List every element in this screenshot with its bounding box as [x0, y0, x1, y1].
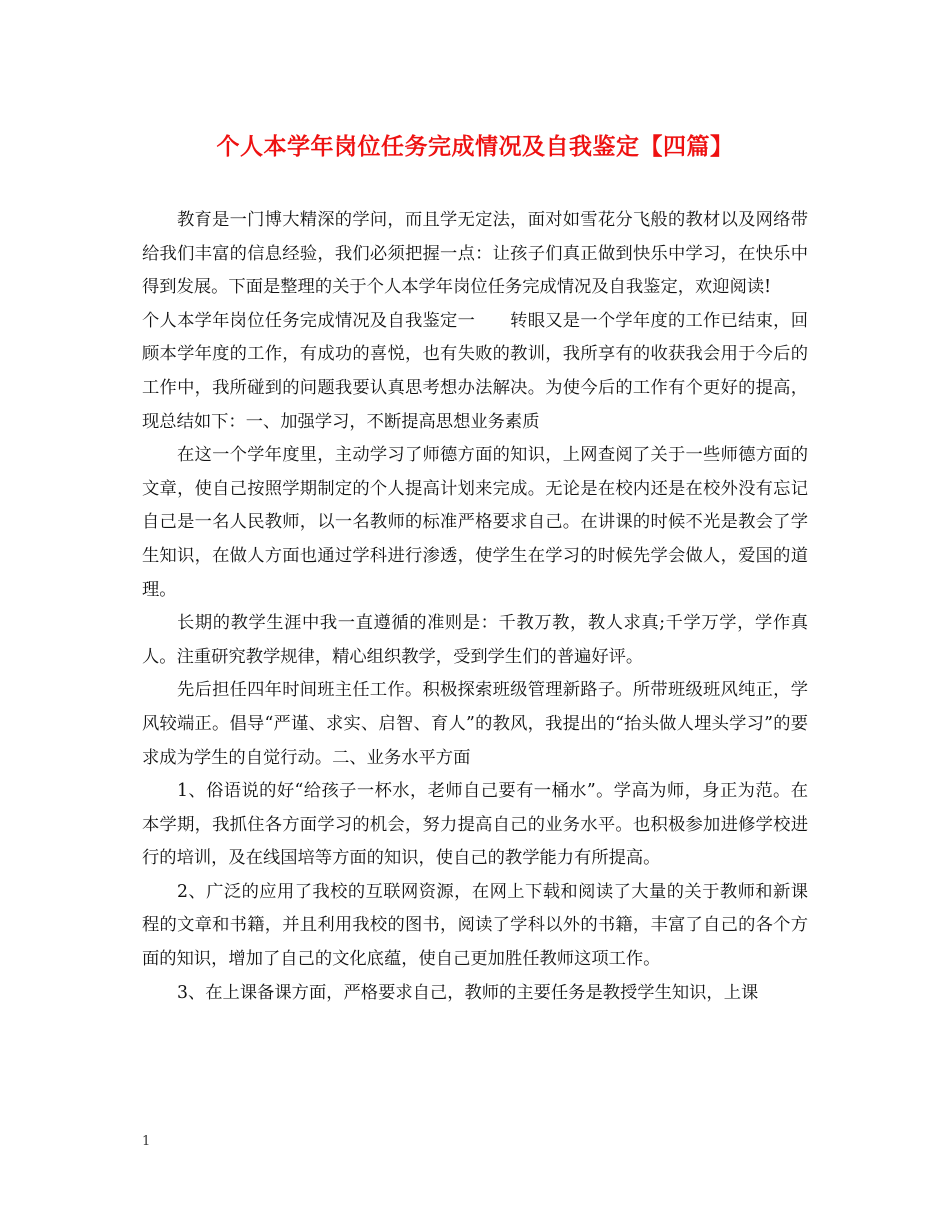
paragraph-intro: 教育是一门博大精深的学问，而且学无定法，面对如雪花分飞般的教材以及网络带给我们丰富的信息经验，我们必须把握一点：让孩子们真正做到快乐中学习，在快乐中得到发展。下面是整理的关于个人本学年岗位任务完成情况及自我鉴定，欢迎阅读! [142, 210, 808, 298]
paragraph-item-3: 3、在上课备课方面，严格要求自己，教师的主要任务是教授学生知识，上课 [177, 982, 759, 1003]
paragraph-ethics-study: 在这一个学年度里，主动学习了师德方面的知识，上网查阅了关于一些师德方面的文章，使自己按照学期制定的个人提高计划来完成。无论是在校内还是在校外没有忘记自己是一名人民教师，以一名教师的标准严格要求自己。在讲课的时候不光是教会了学生知识，在做人方面也通过学科进行渗透，使学生在学习的时候先学会做人，爱国的道理。 [142, 445, 808, 600]
paragraph-teaching-principle: 长期的教学生涯中我一直遵循的准则是：千教万教，教人求真;千学万学，学作真人。注重研究教学规律，精心组织教学，受到学生们的普遍好评。 [142, 613, 808, 667]
paragraph-item-2: 2、广泛的应用了我校的互联网资源，在网上下载和阅读了大量的关于教师和新课程的文章和书籍，并且利用我校的图书，阅读了学科以外的书籍，丰富了自己的各个方面的知识，增加了自己的文化底蕴，使自己更加胜任教师这项工作。 [142, 881, 808, 970]
document-body [142, 204, 808, 1010]
document-title: 个人本学年岗位任务完成情况及自我鉴定【四篇】 [216, 134, 734, 160]
paragraph-class-teacher: 先后担任四年时间班主任工作。积极探索班级管理新路子。所带班级班风纯正，学风较端正。倡导“严谨、求实、启智、育人”的教风，我提出的“抬头做人埋头学习”的要求成为学生的自觉行动。二、业务水平方面 [142, 680, 808, 768]
paragraph-item-1: 1、俗语说的好“给孩子一杯水，老师自己要有一桶水”。学高为师，身正为范。在本学期，我抓住各方面学习的机会，努力提高自己的业务水平。也积极参加进修学校进行的培训，及在线国培等方面的知识，使自己的教学能力有所提高。 [142, 781, 808, 869]
paragraph-section-one: 个人本学年岗位任务完成情况及自我鉴定一 转眼又是一个学年度的工作已结束，回顾本学年度的工作，有成功的喜悦，也有失败的教训，我所享有的收获我会用于今后的工作中，我所碰到的问题我要认真思考想办法解决。为使今后的工作有个更好的提高，现总结如下：一、加强学习，不断提高思想业务素质 [142, 310, 808, 432]
page-number: 1 [142, 1134, 151, 1149]
